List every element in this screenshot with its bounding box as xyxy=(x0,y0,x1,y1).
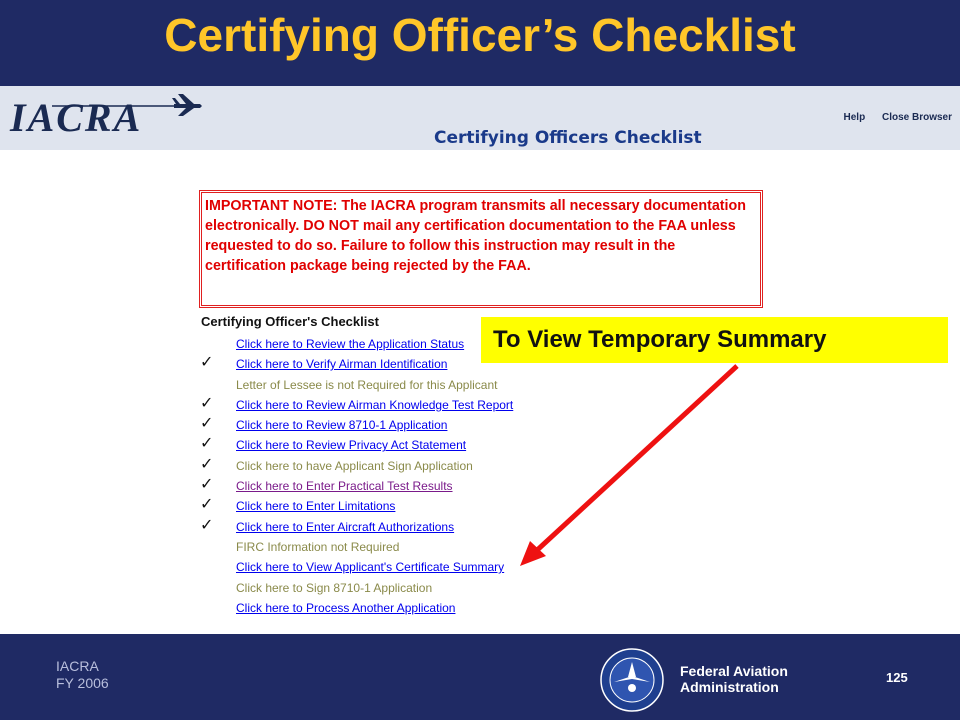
page-number: 125 xyxy=(886,670,908,685)
important-note-box xyxy=(199,190,763,308)
checklist-item-link[interactable]: Click here to Review 8710-1 Application xyxy=(236,418,448,433)
faa-seal-icon xyxy=(600,648,664,712)
checkmark-icon: ✓ xyxy=(200,394,214,412)
important-note-text: IMPORTANT NOTE: The IACRA program transmits all necessary documentation electronically. DO NOT mail any certification documentation to the FAA unless requested to do so. Failure to follow this instruction may result in the certification package being rejected by the FAA. xyxy=(201,192,761,306)
checklist-item-link[interactable]: Click here to Enter Limitations xyxy=(236,499,396,514)
logo-text: IACRA xyxy=(10,95,143,140)
footer-fiscal-year: FY 2006 xyxy=(56,675,109,691)
agency-name xyxy=(680,663,788,695)
close-browser-link[interactable]: Close Browser xyxy=(881,112,952,123)
checklist-item-link[interactable]: Click here to Process Another Application xyxy=(236,600,456,615)
app-header xyxy=(0,86,960,150)
agency-name-line2: Administration xyxy=(680,679,779,695)
help-link[interactable]: Help xyxy=(843,112,866,123)
checkmark-icon: ✓ xyxy=(200,516,214,534)
checkmark-icon: ✓ xyxy=(200,496,214,514)
checklist-item-link[interactable]: Click here to Enter Practical Test Results xyxy=(236,479,453,494)
checklist-item-link[interactable]: Click here to Enter Aircraft Authorizations xyxy=(236,519,455,534)
checkmark-icon: ✓ xyxy=(200,354,214,372)
footer-program xyxy=(56,658,109,692)
checklist-item-text: Click here to have Applicant Sign Application xyxy=(236,458,473,473)
checklist-item-text: Click here to Sign 8710-1 Application xyxy=(236,580,433,595)
checklist-item-link[interactable]: Click here to Review Privacy Act Statement xyxy=(236,438,467,453)
checkmark-icon: ✓ xyxy=(200,476,214,494)
checkmark-icon: ✓ xyxy=(200,415,214,433)
checklist-item-link[interactable]: Click here to Review Airman Knowledge Test Report xyxy=(236,397,514,412)
agency-name-line1: Federal Aviation xyxy=(680,663,788,679)
checklist-item-link[interactable]: Click here to View Applicant's Certificate Summary xyxy=(236,560,505,575)
checkmark-icon: ✓ xyxy=(200,435,214,453)
slide-title: Certifying Officer’s Checklist xyxy=(164,9,796,61)
checklist-item-link[interactable]: Click here to Verify Airman Identification xyxy=(236,357,448,372)
callout-label: To View Temporary Summary xyxy=(481,317,948,363)
footer-program-name: IACRA xyxy=(56,658,99,674)
checklist-item-text: FIRC Information not Required xyxy=(236,539,400,554)
header-links xyxy=(830,112,952,123)
checkmark-icon: ✓ xyxy=(200,455,214,473)
checklist-item-text: Letter of Lessee is not Required for this Applicant xyxy=(236,377,498,392)
checklist-title: Certifying Officer's Checklist xyxy=(201,314,379,329)
page-heading: Certifying Officers Checklist xyxy=(434,128,702,148)
checklist-item-link[interactable]: Click here to Review the Application Status xyxy=(236,337,465,351)
iacra-logo xyxy=(6,92,196,146)
